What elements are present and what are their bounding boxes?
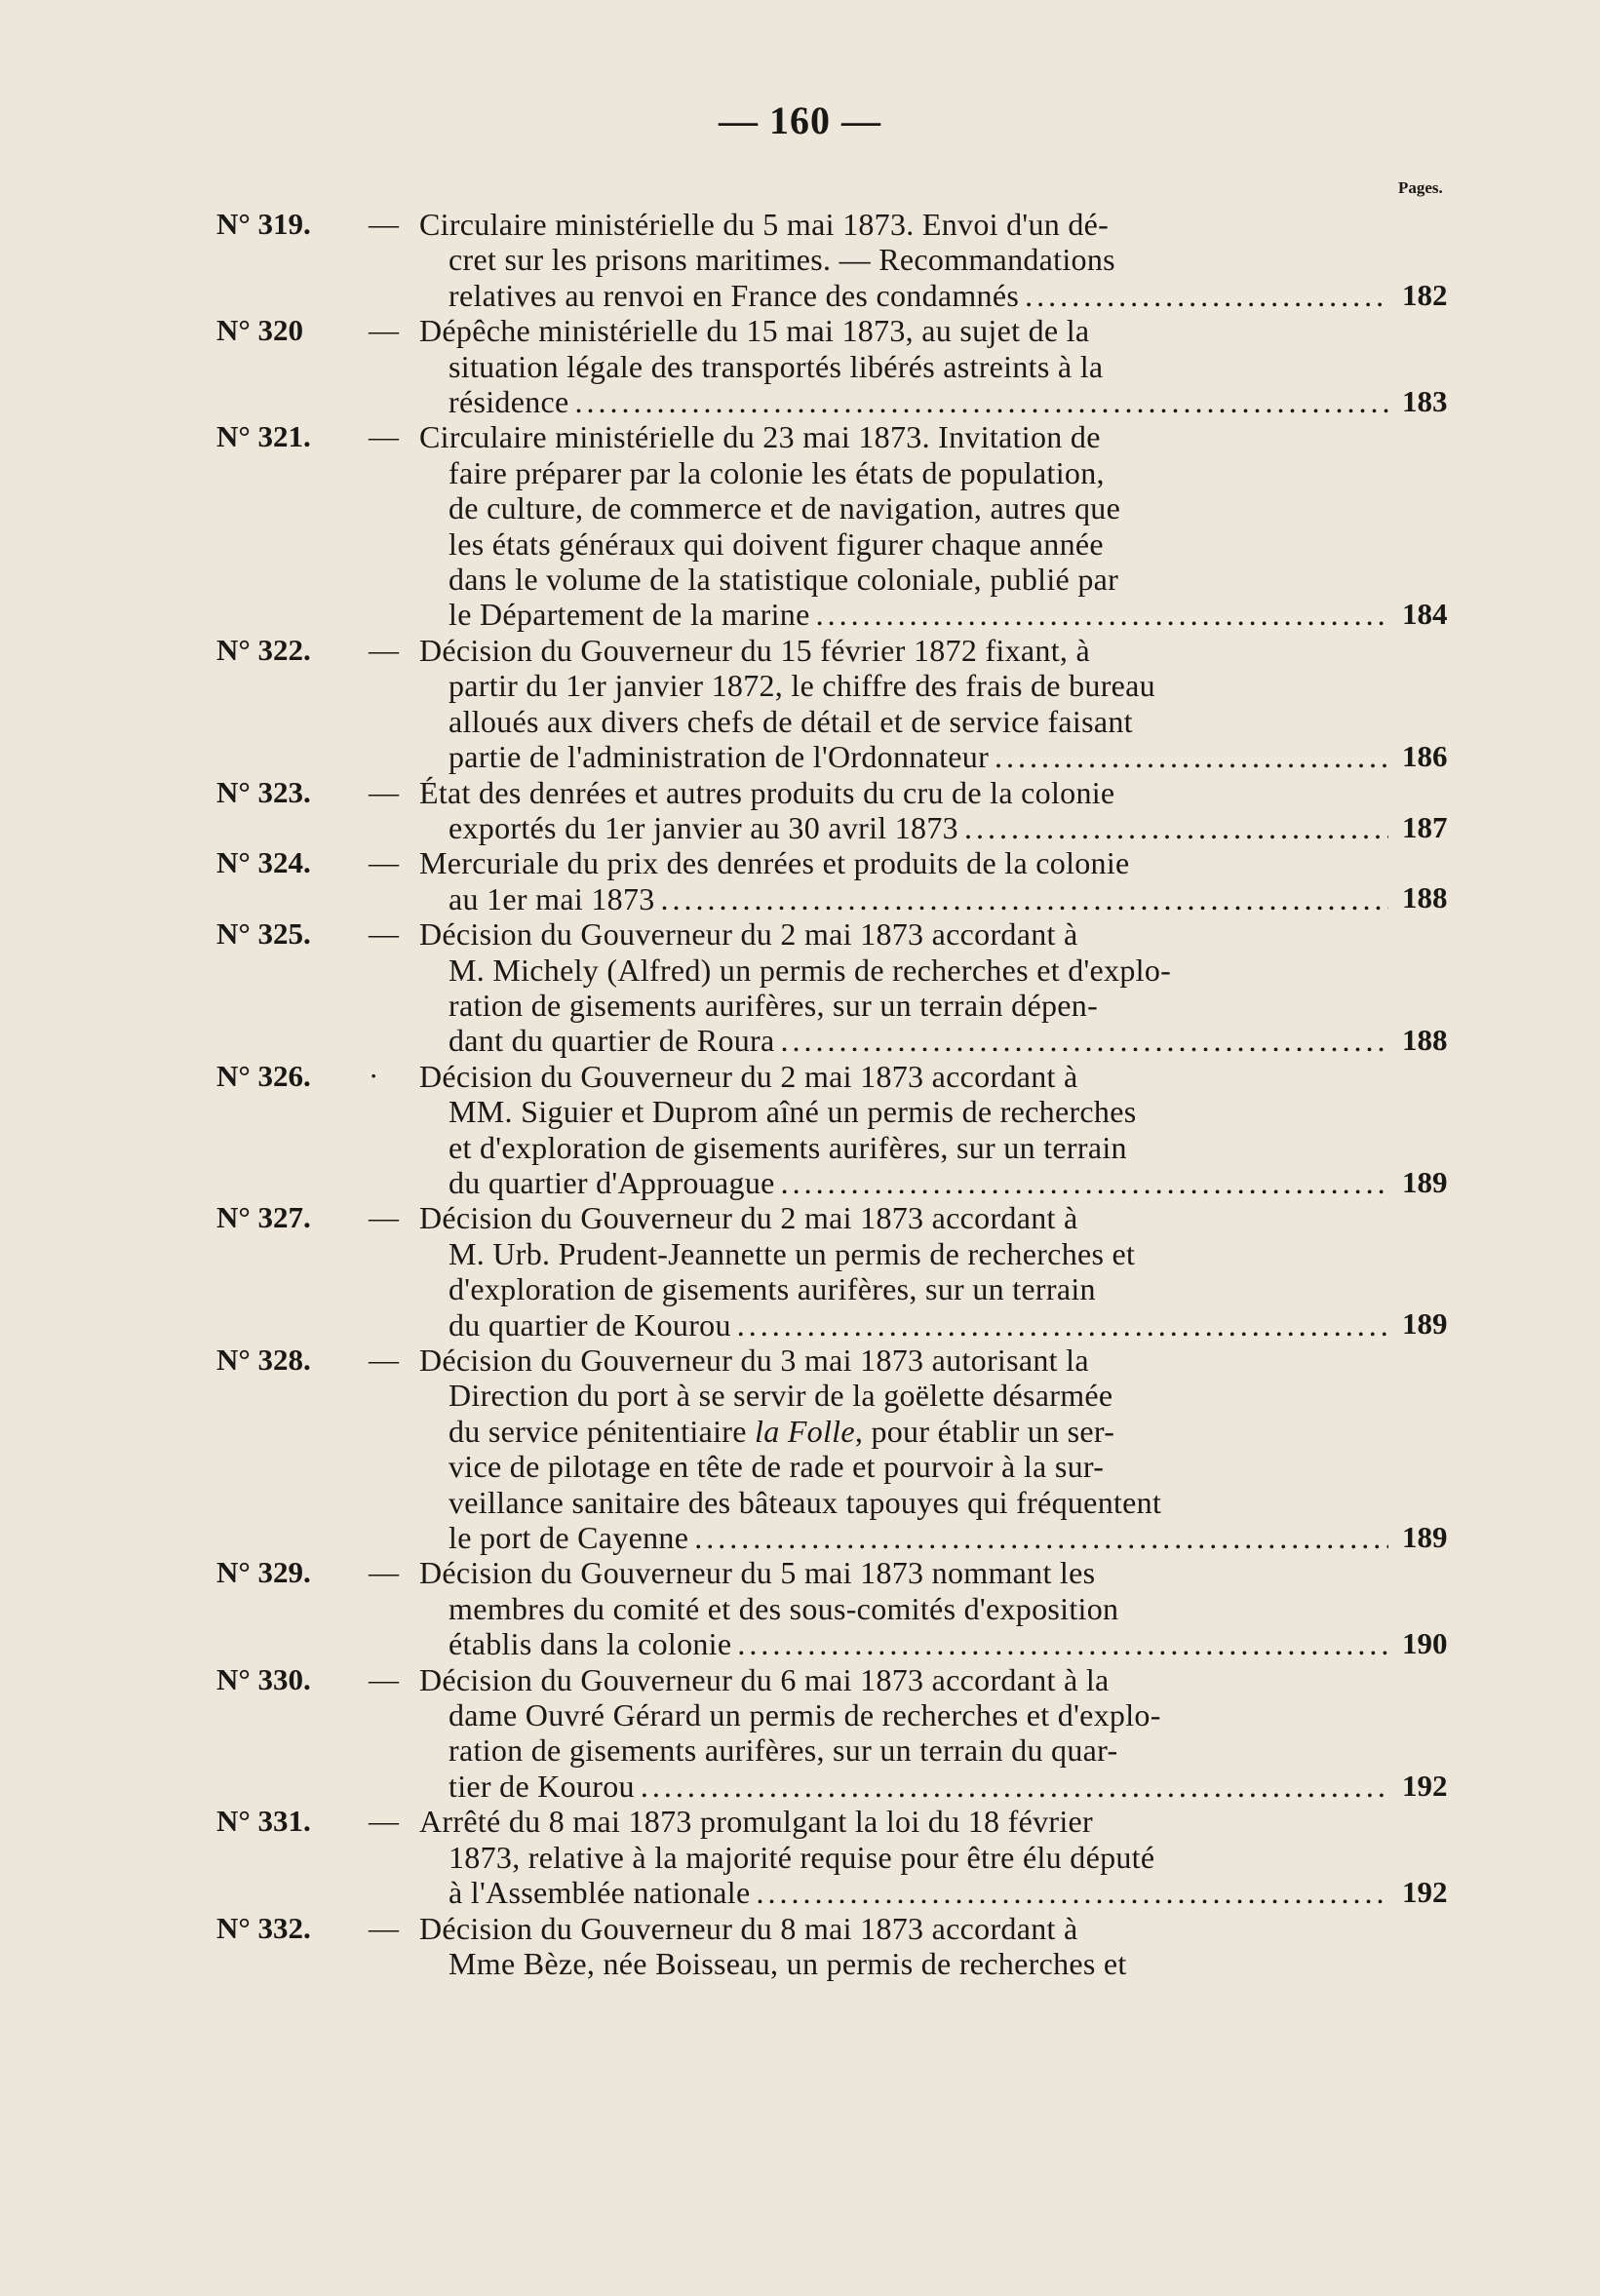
entry-last-line — [449, 1769, 1394, 1804]
dot-leader — [661, 881, 1388, 916]
entry-line: État des denrées et autres produits du cru de la colonie — [419, 774, 1115, 810]
document-entry — [0, 1343, 1600, 1555]
entry-line: du quartier de Kourou — [449, 1306, 731, 1343]
document-entry — [0, 313, 1600, 419]
entry-body — [419, 1804, 1394, 1911]
entry-line: Décision du Gouverneur du 2 mai 1873 accordant à — [419, 916, 1078, 953]
entry-page-ref: 190 — [1402, 1626, 1448, 1661]
document-entry — [0, 916, 1600, 1059]
entry-page-ref: 189 — [1402, 1306, 1448, 1342]
entry-line: Décision du Gouverneur du 6 mai 1873 accordant à la — [419, 1661, 1110, 1697]
document-entry — [0, 1662, 1600, 1805]
entry-last-line — [449, 1165, 1394, 1200]
entry-dash: — — [369, 1661, 399, 1696]
document-entry — [0, 1555, 1600, 1661]
entry-number: N° 324. — [216, 845, 311, 880]
entry-number: N° 326. — [216, 1058, 311, 1093]
entry-number: N° 328. — [216, 1343, 311, 1377]
entry-line: du quartier d'Approuague — [449, 1164, 775, 1200]
entry-number: N° 322. — [216, 632, 311, 667]
entry-last-line — [449, 597, 1394, 632]
page-number: — 160 — — [719, 98, 881, 142]
document-entry — [0, 775, 1600, 846]
dot-leader — [1025, 278, 1388, 313]
entry-line: partir du 1er janvier 1872, le chiffre des frais de bureau — [449, 668, 1155, 704]
entry-line: Dépêche ministérielle du 15 mai 1873, au sujet de la — [419, 313, 1090, 349]
document-entry — [0, 845, 1600, 916]
entry-body — [419, 1661, 1394, 1805]
entry-line: Mercuriale du prix des denrées et produits de la colonie — [419, 845, 1130, 881]
entry-last-line — [449, 278, 1394, 313]
entry-page-ref: 183 — [1402, 384, 1448, 419]
entry-body — [419, 1343, 1394, 1556]
dot-leader — [964, 810, 1388, 845]
dot-leader — [995, 739, 1388, 774]
dot-leader — [781, 1023, 1389, 1058]
entry-line: Décision du Gouverneur du 5 mai 1873 nommant les — [419, 1555, 1096, 1591]
entry-line: relatives au renvoi en France des condamnés — [449, 277, 1020, 313]
entry-line: dans le volume de la statistique coloniale, publié par — [449, 562, 1119, 598]
entry-last-line — [449, 1307, 1394, 1343]
entry-number: N° 325. — [216, 916, 311, 952]
entry-page-ref: 187 — [1402, 809, 1448, 844]
entry-line: alloués aux divers chefs de détail et de service faisant — [449, 703, 1133, 739]
entry-line: tier de Kourou — [449, 1768, 635, 1804]
entry-dash: — — [369, 1343, 399, 1377]
entry-body — [419, 419, 1394, 633]
entry-dash: · — [369, 1058, 379, 1093]
entry-body — [419, 207, 1394, 313]
entry-number: N° 331. — [216, 1804, 311, 1839]
entry-body — [419, 1910, 1394, 1982]
entry-line: au 1er mai 1873 — [449, 880, 655, 916]
entry-last-line — [449, 1520, 1394, 1555]
entry-line: résidence — [449, 384, 569, 420]
entry-last-line — [449, 810, 1394, 845]
entry-number: N° 319. — [216, 207, 311, 241]
entry-line: ration de gisements aurifères, sur un terrain du quar- — [449, 1732, 1118, 1769]
entry-last-line — [449, 384, 1394, 419]
document-entry — [0, 1059, 1600, 1201]
entry-line: Décision du Gouverneur du 8 mai 1873 accordant à — [419, 1910, 1078, 1946]
entry-number: N° 330. — [216, 1661, 311, 1696]
entry-line: le Département de la marine — [449, 597, 810, 633]
entry-page-ref: 188 — [1402, 880, 1448, 915]
entry-line: M. Michely (Alfred) un permis de recherches et d'explo- — [449, 952, 1172, 988]
document-entry — [0, 419, 1600, 632]
entry-body — [419, 774, 1394, 846]
entry-line: Arrêté du 8 mai 1873 promulgant la loi du 18 février — [419, 1804, 1093, 1840]
entry-dash: — — [369, 774, 399, 809]
entry-line: situation légale des transportés libérés astreints à la — [449, 348, 1104, 384]
entry-last-line — [449, 881, 1394, 916]
document-entry — [0, 1911, 1600, 1982]
entry-line: membres du comité et des sous-comités d'exposition — [449, 1590, 1119, 1626]
entry-line: de culture, de commerce et de navigation, autres que — [449, 490, 1121, 526]
entry-page-ref: 182 — [1402, 278, 1448, 312]
entry-line: veillance sanitaire des bâteaux tapouyes qui fréquentent — [449, 1484, 1162, 1520]
entry-dash: — — [369, 1200, 399, 1235]
entry-page-ref: 184 — [1402, 597, 1448, 632]
entry-number: N° 327. — [216, 1200, 311, 1235]
entry-line: d'exploration de gisements aurifères, sur un terrain — [449, 1271, 1096, 1307]
pages-column-label: Pages. — [1398, 178, 1443, 197]
entry-dash: — — [369, 845, 399, 880]
dot-leader — [816, 597, 1388, 632]
entry-body — [419, 845, 1394, 916]
entry-line: cret sur les prisons maritimes. — Recommandations — [449, 242, 1115, 278]
entry-line: partie de l'administration de l'Ordonnateur — [449, 739, 990, 775]
entry-body — [419, 1058, 1394, 1201]
entry-line: dant du quartier de Roura — [449, 1023, 775, 1059]
dot-leader — [781, 1165, 1388, 1200]
entry-page-ref: 192 — [1402, 1875, 1448, 1910]
dot-leader — [641, 1769, 1388, 1804]
entry-dash: — — [369, 1555, 399, 1590]
entry-body — [419, 632, 1394, 775]
dot-leader — [737, 1626, 1388, 1661]
entry-line: 1873, relative à la majorité requise pour être élu député — [449, 1839, 1155, 1875]
document-entry — [0, 633, 1600, 775]
entry-line: Décision du Gouverneur du 2 mai 1873 accordant à — [419, 1200, 1078, 1236]
entry-page-ref: 186 — [1402, 738, 1448, 773]
entry-line: dame Ouvré Gérard un permis de recherches et d'explo- — [449, 1697, 1161, 1733]
entry-dash: — — [369, 632, 399, 667]
entry-number: N° 323. — [216, 774, 311, 809]
entry-line: du service pénitentiaire la Folle, pour établir un ser- — [449, 1413, 1115, 1449]
entry-line: vice de pilotage en tête de rade et pourvoir à la sur- — [449, 1449, 1105, 1485]
entry-line: Décision du Gouverneur du 3 mai 1873 autorisant la — [419, 1343, 1089, 1378]
entry-number: N° 321. — [216, 419, 311, 454]
entry-dash: — — [369, 1910, 399, 1945]
entry-line: Décision du Gouverneur du 2 mai 1873 accordant à — [419, 1058, 1078, 1094]
entry-number: N° 329. — [216, 1555, 311, 1590]
entry-body — [419, 313, 1394, 420]
dot-leader — [694, 1520, 1388, 1555]
entry-dash: — — [369, 1804, 399, 1839]
entry-page-ref: 188 — [1402, 1023, 1448, 1058]
entry-line: M. Urb. Prudent-Jeannette un permis de recherches et — [449, 1235, 1136, 1271]
entry-line: Décision du Gouverneur du 15 février 1872 fixant, à — [419, 632, 1090, 668]
entry-dash: — — [369, 313, 399, 348]
entry-line: Direction du port à se servir de la goëlette désarmée — [449, 1378, 1113, 1414]
entry-last-line — [449, 1626, 1394, 1661]
dot-leader — [756, 1875, 1388, 1910]
entry-page-ref: 189 — [1402, 1164, 1448, 1199]
entry-list — [0, 207, 1600, 1981]
entry-body — [419, 916, 1394, 1059]
entry-dash: — — [369, 916, 399, 952]
entry-line: Circulaire ministérielle du 23 mai 1873. Invitation de — [419, 419, 1101, 455]
document-entry — [0, 1200, 1600, 1343]
entry-line: exportés du 1er janvier au 30 avril 1873 — [449, 809, 958, 845]
entry-line: Mme Bèze, née Boisseau, un permis de recherches et — [449, 1945, 1127, 1981]
entry-line: faire préparer par la colonie les états de population, — [449, 454, 1105, 490]
document-entry — [0, 1804, 1600, 1910]
entry-page-ref: 189 — [1402, 1520, 1448, 1554]
dot-leader — [575, 384, 1388, 419]
entry-line: ration de gisements aurifères, sur un terrain dépen- — [449, 987, 1099, 1023]
document-entry — [0, 207, 1600, 313]
dot-leader — [737, 1307, 1388, 1343]
entry-line: les états généraux qui doivent figurer chaque année — [449, 525, 1104, 562]
entry-body — [419, 1200, 1394, 1343]
entry-number: N° 320 — [216, 313, 304, 348]
entry-number: N° 332. — [216, 1910, 311, 1945]
entry-dash: — — [369, 207, 399, 241]
entry-line: le port de Cayenne — [449, 1520, 689, 1556]
entry-dash: — — [369, 419, 399, 454]
entry-page-ref: 192 — [1402, 1768, 1448, 1803]
entry-line: MM. Siguier et Duprom aîné un permis de recherches — [449, 1094, 1137, 1130]
entry-body — [419, 1555, 1394, 1662]
vessel-name: la Folle — [755, 1413, 855, 1449]
entry-last-line — [449, 1023, 1394, 1058]
entry-line: et d'exploration de gisements aurifères, sur un terrain — [449, 1129, 1127, 1165]
entry-line: établis dans la colonie — [449, 1626, 732, 1662]
entry-last-line — [449, 739, 1394, 774]
entry-line: à l'Assemblée nationale — [449, 1875, 751, 1911]
entry-line: Circulaire ministérielle du 5 mai 1873. Envoi d'un dé- — [419, 207, 1110, 242]
entry-last-line — [449, 1875, 1394, 1910]
